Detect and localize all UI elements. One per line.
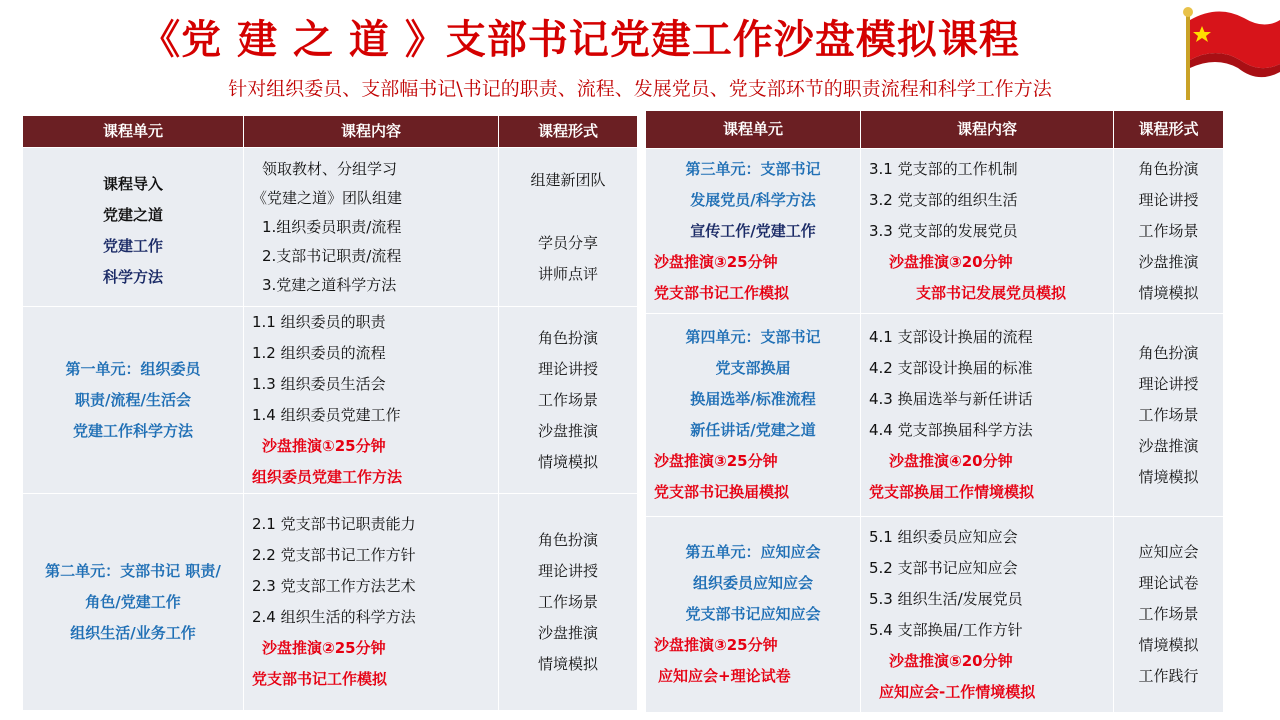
content-line: 支部书记发展党员模拟 (915, 283, 1066, 302)
form-line: 角色扮演 (1138, 159, 1199, 178)
content-line: 1.4 组织委员党建工作 (252, 406, 401, 424)
form-line: 组建新团队 (530, 170, 606, 189)
form-line: 沙盘推演 (1138, 252, 1199, 271)
form-cell (499, 494, 638, 711)
content-line: 1.1 组织委员的职责 (252, 313, 386, 331)
content-cell (861, 314, 1114, 517)
form-line: 理论讲授 (537, 561, 598, 580)
header-form: 课程形式 (499, 116, 638, 148)
form-line: 工作场景 (537, 390, 598, 409)
content-line: 沙盘推演④20分钟 (889, 452, 1013, 470)
content-line: 组织委员党建工作方法 (252, 468, 403, 486)
form-line: 情境模拟 (1138, 636, 1199, 654)
unit-line: 发展党员/科学方法 (690, 190, 816, 209)
form-cell (1114, 517, 1224, 713)
unit-line: 第三单元：支部书记 (685, 159, 821, 178)
header-unit: 课程单元 (646, 111, 861, 149)
table-row (23, 494, 638, 711)
form-line: 情境模拟 (1138, 467, 1199, 486)
unit-line: 角色/党建工作 (85, 592, 181, 611)
page-title: 《党 建 之 道 》支部书记党建工作沙盘模拟课程 (140, 17, 1020, 63)
unit-line: 第一单元：组织委员 (65, 359, 201, 378)
form-cell (1114, 149, 1224, 314)
form-cell (499, 307, 638, 494)
unit-line: 党建工作 (102, 237, 163, 255)
unit-line: 党建之道 (102, 206, 163, 224)
content-line: 沙盘推演⑤20分钟 (889, 651, 1013, 670)
form-line: 角色扮演 (537, 530, 598, 549)
content-cell (244, 307, 499, 494)
form-line: 工作场景 (1138, 405, 1199, 424)
unit-line: 沙盘推演③25分钟 (654, 452, 778, 470)
content-line: 3.2 党支部的组织生活 (869, 190, 1018, 209)
content-line: 沙盘推演③20分钟 (889, 252, 1013, 271)
form-line: 理论讲授 (537, 359, 598, 378)
form-line: 工作场景 (1138, 221, 1199, 240)
content-line: 4.1 支部设计换届的流程 (869, 328, 1033, 346)
left-course-table (22, 115, 638, 711)
content-cell (244, 148, 499, 307)
form-line: 理论讲授 (1138, 190, 1199, 209)
content-line: 4.3 换届选举与新任讲话 (869, 390, 1033, 408)
header-form: 课程形式 (1114, 111, 1224, 149)
content-line: 2.3 党支部工作方法艺术 (252, 577, 416, 595)
unit-line: 职责/流程/生活会 (75, 390, 191, 409)
unit-line: 课程导入 (102, 175, 163, 193)
flag-icon (1160, 0, 1280, 100)
content-line: 1.组织委员职责/流程 (262, 217, 402, 236)
header-content: 课程内容 (244, 116, 499, 148)
content-line: 党支部书记工作模拟 (252, 670, 388, 688)
content-line: 3.党建之道科学方法 (262, 275, 397, 294)
unit-line: 组织生活/业务工作 (70, 623, 196, 642)
unit-line: 党支部书记应知应会 (685, 605, 821, 623)
content-line: 2.1 党支部书记职责能力 (252, 515, 416, 533)
form-line: 理论试卷 (1138, 574, 1199, 592)
unit-line: 组织委员应知应会 (692, 574, 813, 592)
header-unit: 课程单元 (23, 116, 244, 148)
unit-line: 科学方法 (102, 268, 163, 286)
content-line: 应知应会-工作情境模拟 (879, 682, 1036, 701)
table-row (23, 148, 638, 307)
table-row (23, 307, 638, 494)
form-line: 沙盘推演 (537, 623, 598, 642)
form-line: 学员分享 (537, 233, 598, 252)
content-line: 1.3 组织委员生活会 (252, 375, 386, 393)
header-content: 课程内容 (861, 111, 1114, 149)
form-line: 沙盘推演 (1138, 436, 1199, 455)
content-line: 4.4 党支部换届科学方法 (869, 421, 1033, 439)
unit-cell (23, 307, 244, 494)
unit-cell (646, 149, 861, 314)
content-cell (861, 149, 1114, 314)
content-line: 党支部换届工作情境模拟 (869, 483, 1035, 501)
content-line: 5.4 支部换届/工作方针 (869, 620, 1023, 639)
content-line: 2.4 组织生活的科学方法 (252, 608, 416, 626)
content-line: 2.2 党支部书记工作方针 (252, 546, 416, 564)
content-line: 5.2 支部书记应知应会 (869, 558, 1018, 577)
form-line: 情境模拟 (1138, 283, 1199, 302)
page-subtitle: 针对组织委员、支部幅书记\书记的职责、流程、发展党员、党支部环节的职责流程和科学工作方法 (228, 78, 1052, 100)
content-line: 4.2 支部设计换届的标准 (869, 359, 1033, 377)
unit-cell (23, 494, 244, 711)
content-line: 3.3 党支部的发展党员 (869, 221, 1018, 240)
unit-line: 宣传工作/党建工作 (690, 221, 816, 240)
right-course-table (645, 110, 1224, 713)
form-line: 情境模拟 (537, 654, 598, 673)
unit-line: 党支部换届 (715, 359, 791, 377)
unit-line: 应知应会+理论试卷 (658, 667, 791, 685)
form-line: 讲师点评 (537, 264, 598, 283)
form-cell (1114, 314, 1224, 517)
unit-line: 第五单元：应知应会 (685, 543, 821, 561)
form-line: 理论讲授 (1138, 374, 1199, 393)
unit-line: 沙盘推演③25分钟 (654, 636, 778, 654)
content-line: 沙盘推演②25分钟 (262, 639, 386, 657)
content-cell (244, 494, 499, 711)
form-line: 情境模拟 (537, 452, 598, 471)
unit-line: 第二单元：支部书记 职责/ (45, 561, 221, 580)
content-line: 《党建之道》团队组建 (252, 188, 403, 207)
content-line: 5.3 组织生活/发展党员 (869, 589, 1023, 608)
unit-line: 第四单元：支部书记 (685, 328, 821, 346)
content-line: 领取教材、分组学习 (262, 159, 398, 178)
form-line: 工作场景 (537, 592, 598, 611)
table-row (646, 149, 1224, 314)
form-line: 工作践行 (1138, 667, 1199, 685)
content-cell (861, 517, 1114, 713)
form-line: 应知应会 (1138, 543, 1199, 561)
unit-cell (646, 517, 861, 713)
form-line: 工作场景 (1138, 605, 1199, 623)
unit-line: 新任讲话/党建之道 (690, 421, 816, 439)
content-line: 1.2 组织委员的流程 (252, 344, 386, 362)
unit-cell (23, 148, 244, 307)
unit-line: 沙盘推演③25分钟 (654, 252, 778, 271)
unit-line: 换届选举/标准流程 (690, 390, 816, 408)
content-line: 3.1 党支部的工作机制 (869, 159, 1018, 178)
unit-line: 党支部书记换届模拟 (654, 483, 790, 501)
unit-line: 党支部书记工作模拟 (654, 283, 790, 302)
content-line: 沙盘推演①25分钟 (262, 437, 386, 455)
form-line: 沙盘推演 (537, 421, 598, 440)
content-line: 5.1 组织委员应知应会 (869, 527, 1018, 546)
unit-line: 党建工作科学方法 (72, 421, 193, 440)
unit-cell (646, 314, 861, 517)
table-row (646, 517, 1224, 713)
content-line: 2.支部书记职责/流程 (262, 246, 402, 265)
table-row (646, 314, 1224, 517)
form-line: 角色扮演 (1138, 343, 1199, 362)
form-cell (499, 148, 638, 307)
form-line: 角色扮演 (537, 328, 598, 347)
